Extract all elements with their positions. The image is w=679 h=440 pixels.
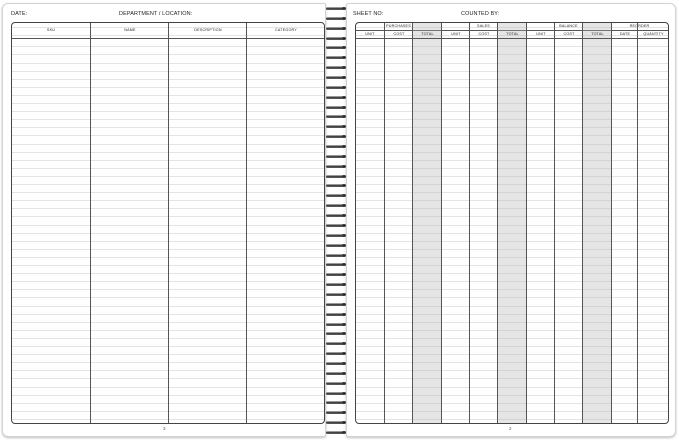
sales-cost-column[interactable] bbox=[469, 23, 498, 423]
purchases-cost-header: COST bbox=[393, 32, 405, 36]
reorder-group-header: REORDER bbox=[629, 24, 650, 28]
purchases-group-header: PURCHASES bbox=[386, 24, 411, 28]
sales-total-column[interactable] bbox=[497, 23, 527, 423]
item-info-table bbox=[11, 22, 325, 424]
reorder-quantity-column[interactable] bbox=[637, 23, 669, 423]
purchases-cost-column[interactable] bbox=[384, 23, 413, 423]
department-location-label: DEPARTMENT / LOCATION: bbox=[119, 11, 193, 17]
left-page bbox=[2, 3, 326, 437]
right-page bbox=[346, 3, 676, 437]
reorder-date-column[interactable] bbox=[611, 23, 638, 423]
sku-header: SKU bbox=[46, 28, 56, 32]
balance-total-column[interactable] bbox=[582, 23, 612, 423]
balance-unit-header: UNIT bbox=[536, 32, 546, 36]
purchases-total-header: TOTAL bbox=[421, 32, 434, 36]
purchases-unit-column[interactable] bbox=[356, 23, 384, 423]
right-page-number: 2 bbox=[509, 426, 512, 431]
category-header: CATEGORY bbox=[275, 28, 297, 32]
purchases-total-column[interactable] bbox=[412, 23, 442, 423]
sku-column[interactable] bbox=[12, 23, 90, 423]
sales-group-header: SALES bbox=[477, 24, 490, 28]
sales-total-header: TOTAL bbox=[506, 32, 519, 36]
purchases-unit-header: UNIT bbox=[365, 32, 375, 36]
name-column[interactable] bbox=[90, 23, 169, 423]
description-header: DESCRIPTION bbox=[194, 28, 222, 32]
balance-cost-column[interactable] bbox=[554, 23, 583, 423]
header-rule bbox=[356, 38, 668, 39]
name-header: NAME bbox=[124, 28, 136, 32]
balance-cost-header: COST bbox=[563, 32, 575, 36]
description-column[interactable] bbox=[168, 23, 247, 423]
inventory-counts-table bbox=[355, 22, 669, 424]
reorder-quantity-header: QUANTITY bbox=[643, 32, 664, 36]
reorder-date-header: DATE bbox=[619, 32, 631, 36]
left-page-number: 3 bbox=[163, 426, 166, 431]
category-column[interactable] bbox=[246, 23, 325, 423]
balance-total-header: TOTAL bbox=[591, 32, 604, 36]
header-rule bbox=[12, 38, 324, 39]
sales-unit-column[interactable] bbox=[441, 23, 470, 423]
counted-by-label: COUNTED BY: bbox=[461, 11, 500, 17]
date-label: DATE: bbox=[11, 11, 28, 17]
sales-cost-header: COST bbox=[478, 32, 490, 36]
sheet-number-label: SHEET NO: bbox=[353, 11, 384, 17]
balance-group-header: BALANCE bbox=[559, 24, 578, 28]
balance-unit-column[interactable] bbox=[526, 23, 555, 423]
sales-unit-header: UNIT bbox=[451, 32, 461, 36]
